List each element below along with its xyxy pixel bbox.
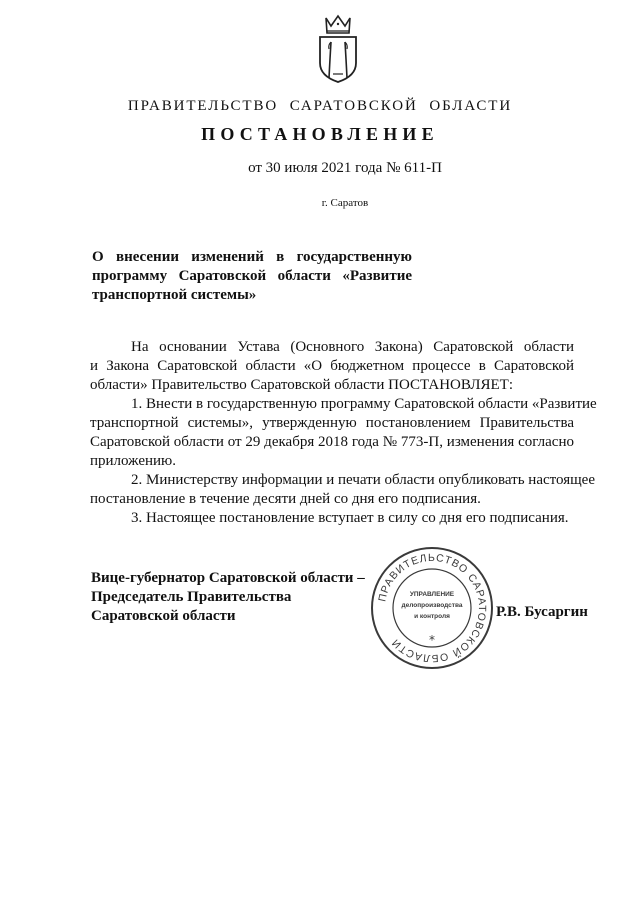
- document-type: ПОСТАНОВЛЕНИЕ: [201, 124, 439, 144]
- government-name: ПРАВИТЕЛЬСТВО САРАТОВСКОЙ ОБЛАСТИ: [127, 98, 513, 114]
- title-line: транспортной системы»: [92, 287, 257, 303]
- stamp-inner-line: делопроизводства: [401, 602, 463, 609]
- stamp-inner-line: и контроля: [414, 613, 450, 620]
- stamp-inner-line: УПРАВЛЕНИЕ: [409, 591, 455, 598]
- title-line: О внесении изменений в государственную: [92, 249, 412, 265]
- document-body: [90, 338, 597, 528]
- signer-position-line: Вице-губернатор Саратовской области –: [91, 570, 365, 586]
- body-line: постановление в течение десяти дней со дня его подписания.: [90, 491, 481, 507]
- body-line: и Закона Саратовской области «О бюджетном процессе в Саратовской: [90, 358, 574, 374]
- body-line: 3. Настоящее постановление вступает в силу со дня его подписания.: [131, 510, 569, 526]
- body-line: На основании Устава (Основного Закона) Саратовской области: [131, 339, 574, 355]
- body-line: транспортной системы», утвержденную постановлением Правительства: [90, 415, 574, 431]
- signer-name: Р.В. Бусаргин: [496, 604, 588, 620]
- document-date-number: от 30 июля 2021 года № 611-П: [248, 160, 442, 176]
- document-city: г. Саратов: [321, 197, 369, 209]
- title-line: программу Саратовской области «Развитие: [92, 268, 412, 284]
- stamp-ring-text: ПРАВИТЕЛЬСТВО САРАТОВСКОЙ ОБЛАСТИ: [376, 551, 489, 665]
- body-line: приложению.: [90, 453, 177, 469]
- body-line: 2. Министерству информации и печати области опубликовать настоящее: [131, 472, 595, 488]
- body-line: 1. Внести в государственную программу Саратовской области «Развитие: [131, 396, 597, 412]
- signer-position-line: Председатель Правительства: [91, 589, 292, 605]
- body-line: Саратовской области от 29 декабря 2018 года № 773-П, изменения согласно: [90, 434, 574, 450]
- signer-position-line: Саратовской области: [91, 608, 236, 624]
- stamp-star-icon: *: [429, 633, 435, 647]
- official-stamp: [370, 546, 494, 670]
- signer-position: [91, 569, 391, 626]
- saratov-coat-of-arms-icon: [315, 14, 361, 84]
- body-line: области» Правительство Саратовской области ПОСТАНОВЛЯЕТ:: [90, 377, 513, 393]
- document-title: [92, 248, 412, 305]
